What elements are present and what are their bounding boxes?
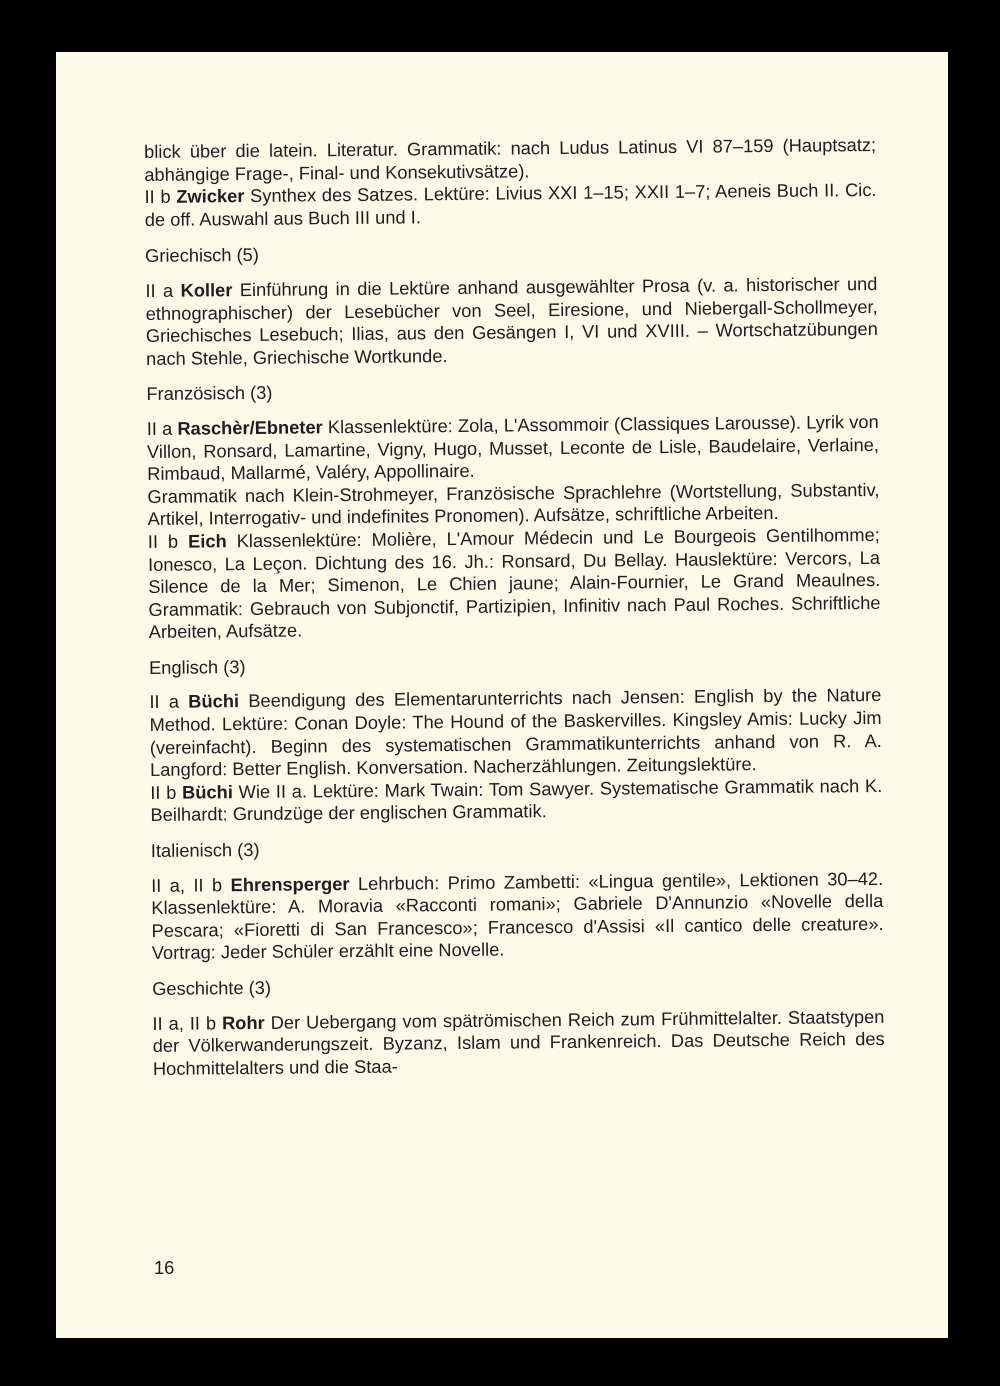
section-entry bbox=[147, 411, 880, 486]
section-heading: Italienisch (3) bbox=[150, 838, 260, 861]
page-content bbox=[144, 134, 885, 1080]
entry-text: Beendigung des Elementarunterrichts nach Jensen: English by the Nature Method. Lektüre: Conan Doyle: The Hound of the Baskervilles. Kingsley Amis: Lucky Jim (vereinfacht). Beginn des systematischen Grammatikunterrichts anhand von R. A. Langford: Better English. Konversation. Nacherzählungen. Zeitungslektüre. bbox=[149, 684, 882, 781]
class-label: II a bbox=[149, 691, 180, 713]
entry-text: Synthex des Satzes. Lektüre: Livius XXI 1–15; XXII 1–7; Aeneis Buch II. Cic. de off. Auswahl aus Buch III und I. bbox=[144, 179, 877, 230]
section-entry bbox=[151, 868, 884, 965]
class-label: II b bbox=[150, 781, 177, 803]
section-entry bbox=[148, 524, 881, 644]
section-heading: Griechisch (5) bbox=[145, 244, 259, 267]
section-heading: Geschichte (3) bbox=[152, 976, 272, 999]
teacher-name: Koller bbox=[180, 279, 233, 301]
section-heading: Französisch (3) bbox=[146, 382, 273, 405]
section-griechisch bbox=[145, 238, 878, 370]
teacher-name: Raschèr/Ebneter bbox=[177, 416, 323, 439]
teacher-name: Büchi bbox=[181, 781, 233, 803]
teacher-name: Zwicker bbox=[176, 185, 245, 207]
class-label: II a bbox=[145, 279, 174, 301]
entry-text: Einführung in die Lektüre anhand ausgewählter Prosa (v. a. historischer und ethnographischer) der Lesebücher von Seel, Eiresione, und Niebergall-Schollmeyer, Griechisches Lesebuch; Ilias, aus den Gesängen I, VI und XVIII. – Wortschatzübungen nach Stehle, Griechische Wortkunde. bbox=[145, 272, 878, 369]
teacher-name: Eich bbox=[187, 530, 227, 552]
section-franzoesisch bbox=[146, 376, 880, 644]
document-page bbox=[56, 52, 948, 1338]
section-italienisch bbox=[151, 833, 884, 965]
teacher-name: Büchi bbox=[188, 690, 240, 713]
section-entry bbox=[147, 479, 879, 531]
section-geschichte bbox=[152, 971, 885, 1080]
intro-text-1: blick über die latein. Literatur. Grammatik: nach Ludus Latinus VI 87–159 (Hauptsatz; abhängige Frage-, Final- und Konsekutivsätze). bbox=[144, 133, 877, 185]
class-label: II b bbox=[144, 185, 171, 208]
class-label: II a, II b bbox=[152, 1011, 217, 1034]
entry-text: Klassenlektüre: Zola, L'Assommoir (Classiques Larousse). Lyrik von Villon, Ronsard, Lamartine, Vigny, Hugo, Musset, Leconte de Lisle, Baudelaire, Verlaine, Rimbaud, Mallarmé, Valéry, Appollinaire. bbox=[146, 410, 880, 485]
section-entry bbox=[145, 273, 878, 370]
page-number: 16 bbox=[154, 1257, 175, 1278]
class-label: II a, II b bbox=[151, 873, 223, 896]
section-entry bbox=[152, 1006, 885, 1081]
intro-paragraph-2 bbox=[144, 179, 876, 231]
teacher-name: Ehrensperger bbox=[230, 872, 350, 895]
entry-text: Wie II a. Lektüre: Mark Twain: Tom Sawyer. Systematische Grammatik nach K. Beilhardt: Grundzüge der englischen Grammatik. bbox=[150, 774, 883, 826]
intro-paragraph-1 bbox=[144, 134, 876, 186]
section-entry bbox=[150, 775, 882, 827]
section-heading: Englisch (3) bbox=[148, 655, 246, 678]
teacher-name: Rohr bbox=[221, 1011, 265, 1033]
entry-text: Grammatik nach Klein-Strohmeyer, Französische Sprachlehre (Wortstellung, Substantiv, Artikel, Interrogativ- und indefinites Pronomen). Aufsätze, schriftliche Arbeiten. bbox=[147, 478, 880, 530]
section-entry bbox=[149, 684, 882, 781]
entry-text: Der Uebergang vom spätrömischen Reich zum Frühmittelalter. Staatstypen der Völkerwanderungszeit. Byzanz, Islam und Frankenreich. Das Deutsche Reich des Hochmittelalters und die Staa- bbox=[152, 1005, 885, 1079]
section-englisch bbox=[149, 650, 883, 827]
entry-text: Lehrbuch: Primo Zambetti: «Lingua gentile», Lektionen 30–42. Klassenlektüre: A. Moravia «Racconti romani»; Gabriele D'Annunzio «Novelle della Pescara; «Fioretti di San Francesco»; Francesco d'Assisi «Il cantico delle creature». Vortrag: Jeder Schüler erzählt eine Novelle. bbox=[151, 867, 884, 964]
entry-text: Klassenlektüre: Molière, L'Amour Médecin und Le Bourgeois Gentilhomme; Ionesco, La Leçon. Dichtung des 16. Jh.: Ronsard, Du Bellay. Hauslektüre: Vercors, La Silence de la Mer; Simenon, Le Chien jaune; Alain-Fournier, Le Grand Meaulnes. Grammatik: Gebrauch von Subjonctif, Partizipien, Infinitiv nach Paul Roches. Schriftliche Arbeiten, Aufsätze. bbox=[147, 523, 881, 643]
class-label: II a bbox=[146, 417, 173, 439]
class-label: II b bbox=[147, 530, 179, 552]
